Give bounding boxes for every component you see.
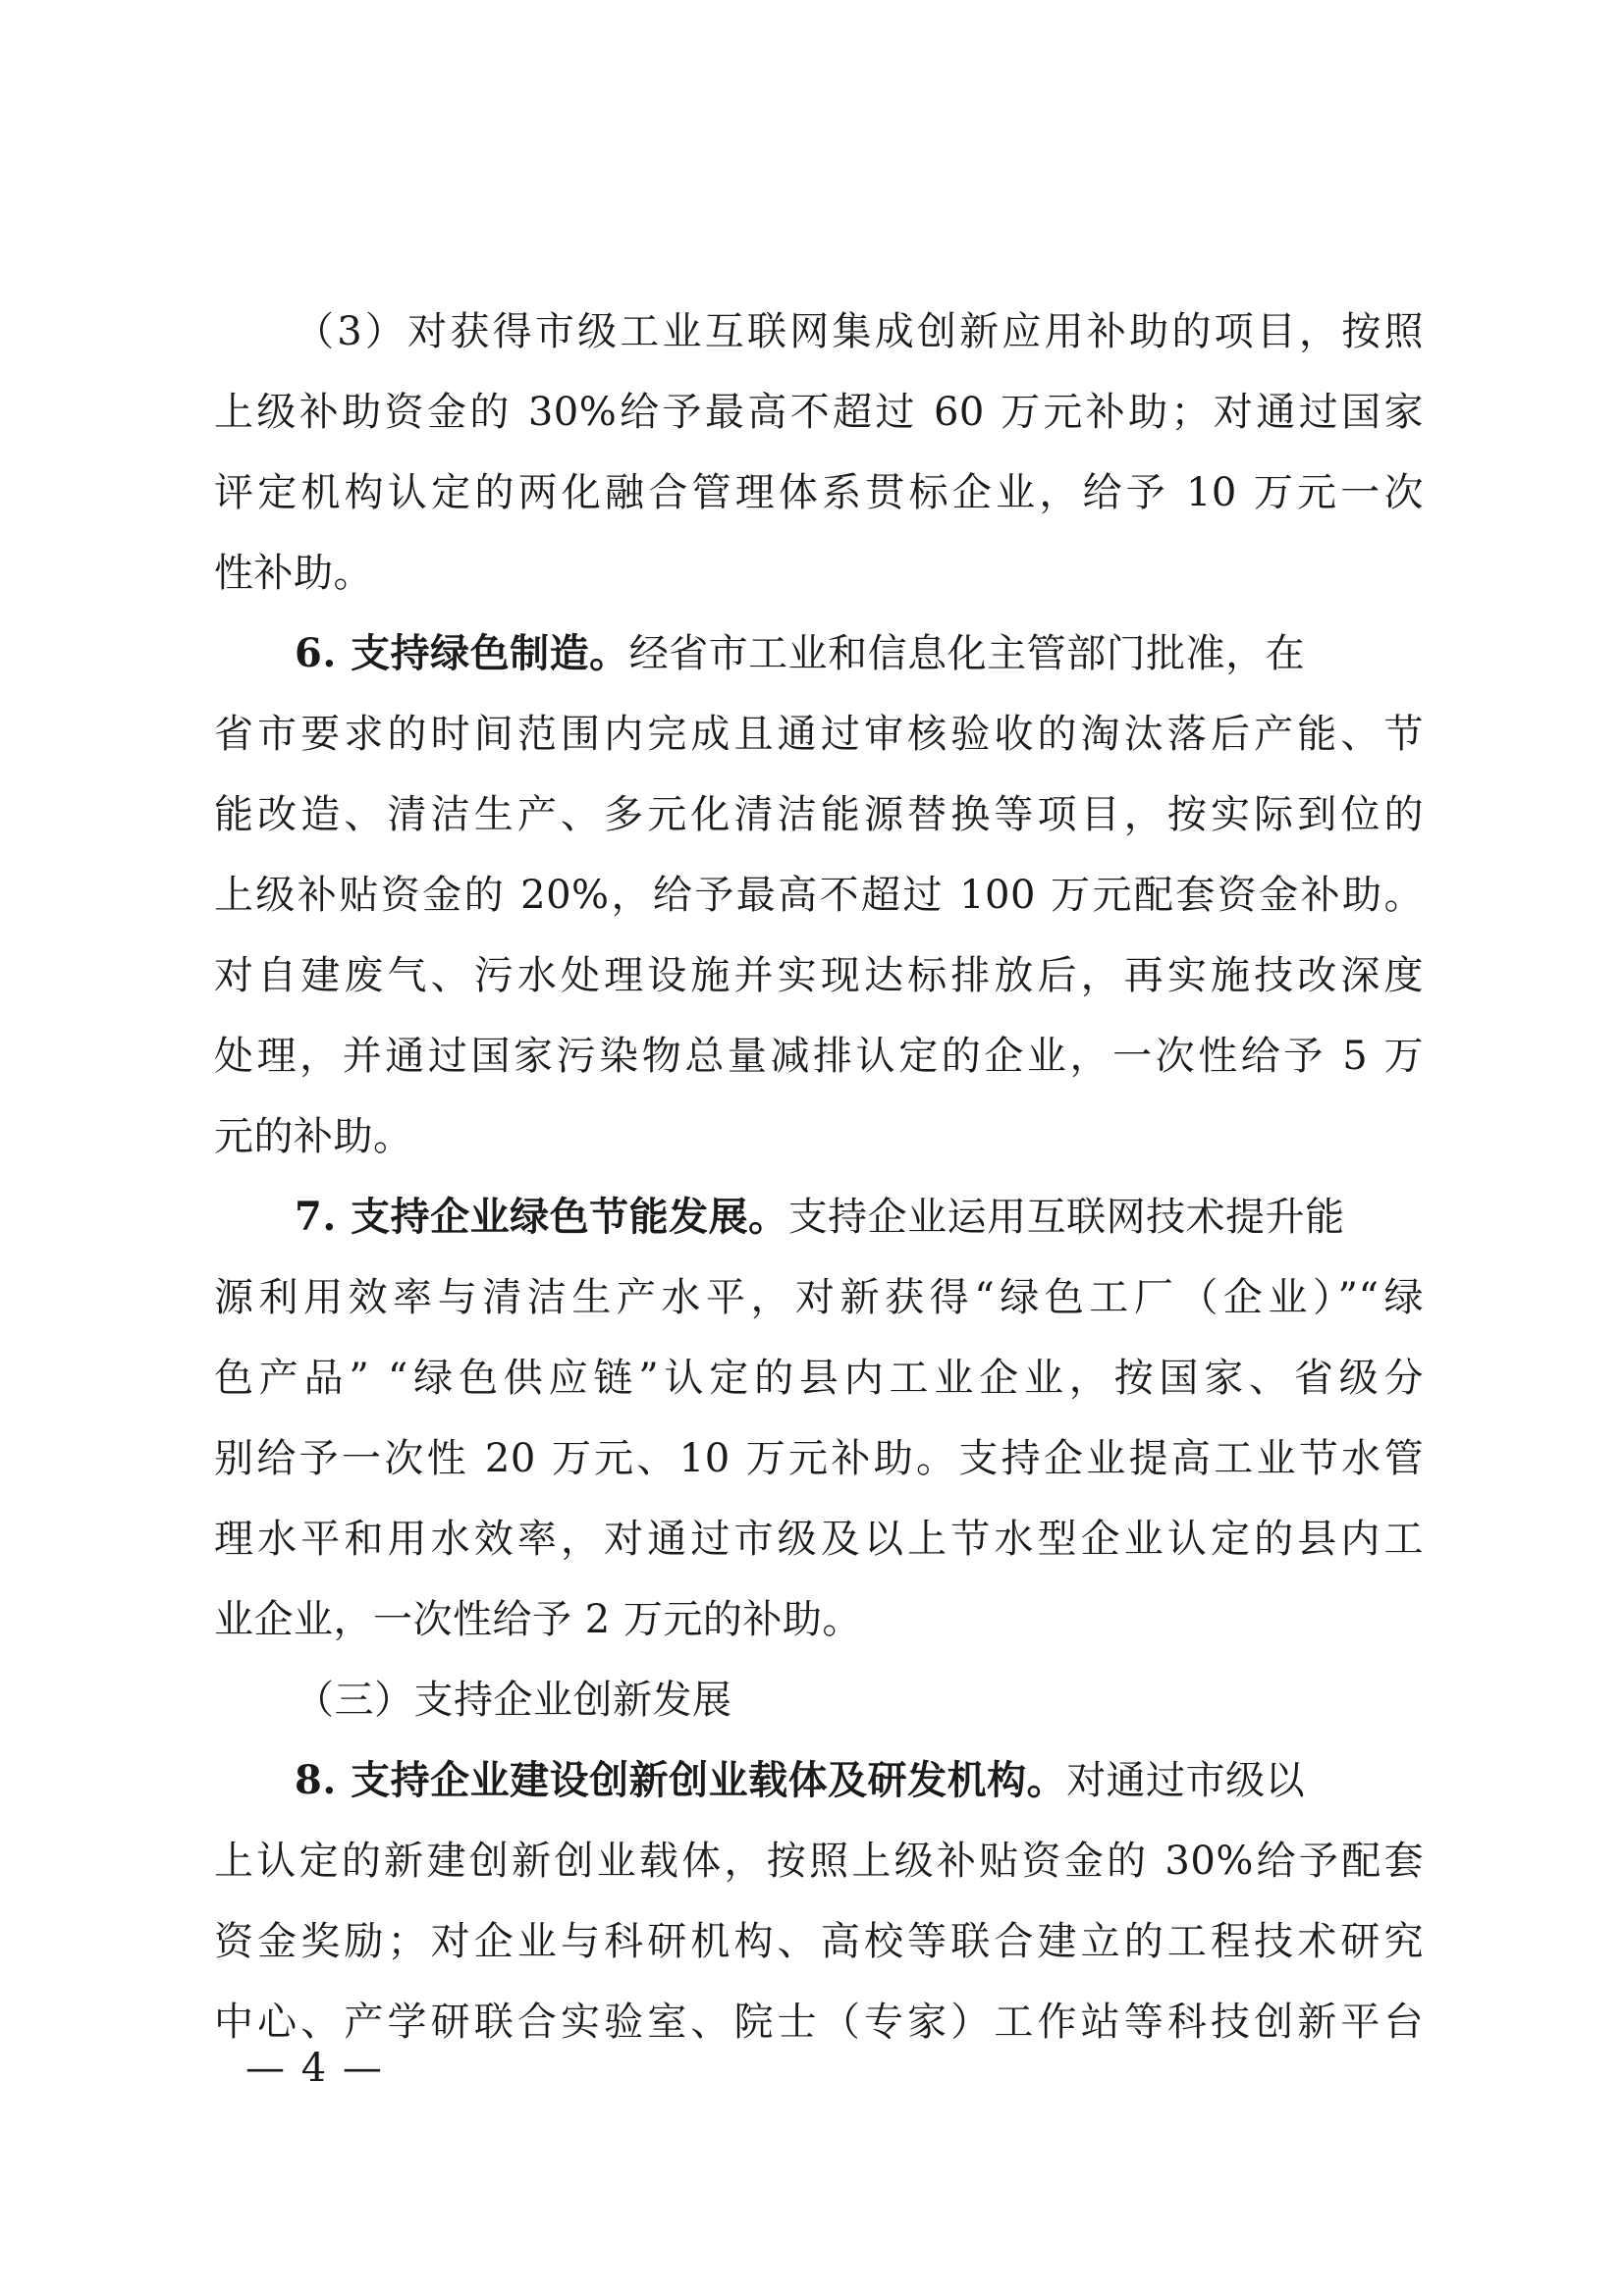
paragraph-6-line-1 bbox=[295, 626, 1305, 681]
heading-innovation-carriers: 8. 支持企业建设创新创业载体及研发机构。 bbox=[295, 1757, 1067, 1803]
paragraph-6-line-2: 省市要求的时间范围内完成且通过审核验收的淘汰落后产能、节 bbox=[214, 712, 1424, 757]
paragraph-6-line-5: 对自建废气、污水处理设施并实现达标排放后，再实施技改深度 bbox=[214, 953, 1424, 998]
paragraph-7-line-3: 色产品” “绿色供应链”认定的县内工业企业，按国家、省级分 bbox=[214, 1356, 1424, 1401]
paragraph-7-line-5: 理水平和用水效率，对通过市级及以上节水型企业认定的县内工 bbox=[214, 1517, 1424, 1562]
paragraph-6-line-7: 元的补助。 bbox=[214, 1114, 413, 1159]
paragraph-7-line-4: 别给予一次性 20 万元、10 万元补助。支持企业提高工业节水管 bbox=[214, 1436, 1424, 1481]
heading-green-energy-saving: 7. 支持企业绿色节能发展。 bbox=[295, 1194, 788, 1240]
paragraph-8-line-2: 上认定的新建创新创业载体，按照上级补贴资金的 30%给予配套 bbox=[214, 1839, 1424, 1884]
page-number: — 4 — bbox=[245, 2046, 384, 2091]
paragraph-6-line-3: 能改造、清洁生产、多元化清洁能源替换等项目，按实际到位的 bbox=[214, 792, 1424, 837]
paragraph-7-line-1 bbox=[295, 1190, 1345, 1245]
paragraph-6-line-1-text: 经省市工业和信息化主管部门批准，在 bbox=[628, 631, 1306, 676]
paragraph-7-line-2: 源利用效率与清洁生产水平，对新获得“绿色工厂（企业）”“绿 bbox=[214, 1275, 1424, 1320]
paragraph-8-line-1-text: 对通过市级以 bbox=[1066, 1758, 1306, 1803]
paragraph-3-line-2: 上级补助资金的 30%给予最高不超过 60 万元补助；对通过国家 bbox=[214, 390, 1424, 435]
paragraph-8-line-1 bbox=[295, 1753, 1305, 1808]
paragraph-8-line-4: 中心、产学研联合实验室、院士（专家）工作站等科技创新平台 bbox=[214, 2000, 1424, 2045]
paragraph-3-line-4: 性补助。 bbox=[214, 551, 373, 596]
heading-green-manufacturing: 6. 支持绿色制造。 bbox=[295, 630, 629, 676]
paragraph-7-line-6: 业企业，一次性给予 2 万元的补助。 bbox=[214, 1597, 862, 1642]
paragraph-3-line-1: （3）对获得市级工业互联网集成创新应用补助的项目，按照 bbox=[295, 309, 1424, 354]
paragraph-6-line-4: 上级补贴资金的 20%，给予最高不超过 100 万元配套资金补助。 bbox=[214, 873, 1424, 918]
paragraph-6-line-6: 处理，并通过国家污染物总量减排认定的企业，一次性给予 5 万 bbox=[214, 1034, 1424, 1079]
paragraph-3-line-3: 评定机构认定的两化融合管理体系贯标企业，给予 10 万元一次 bbox=[214, 470, 1424, 515]
paragraph-7-line-1-text: 支持企业运用互联网技术提升能 bbox=[787, 1195, 1345, 1240]
section-heading-innovation: （三）支持企业创新发展 bbox=[295, 1678, 732, 1723]
paragraph-8-line-3: 资金奖励；对企业与科研机构、高校等联合建立的工程技术研究 bbox=[214, 1919, 1424, 1964]
